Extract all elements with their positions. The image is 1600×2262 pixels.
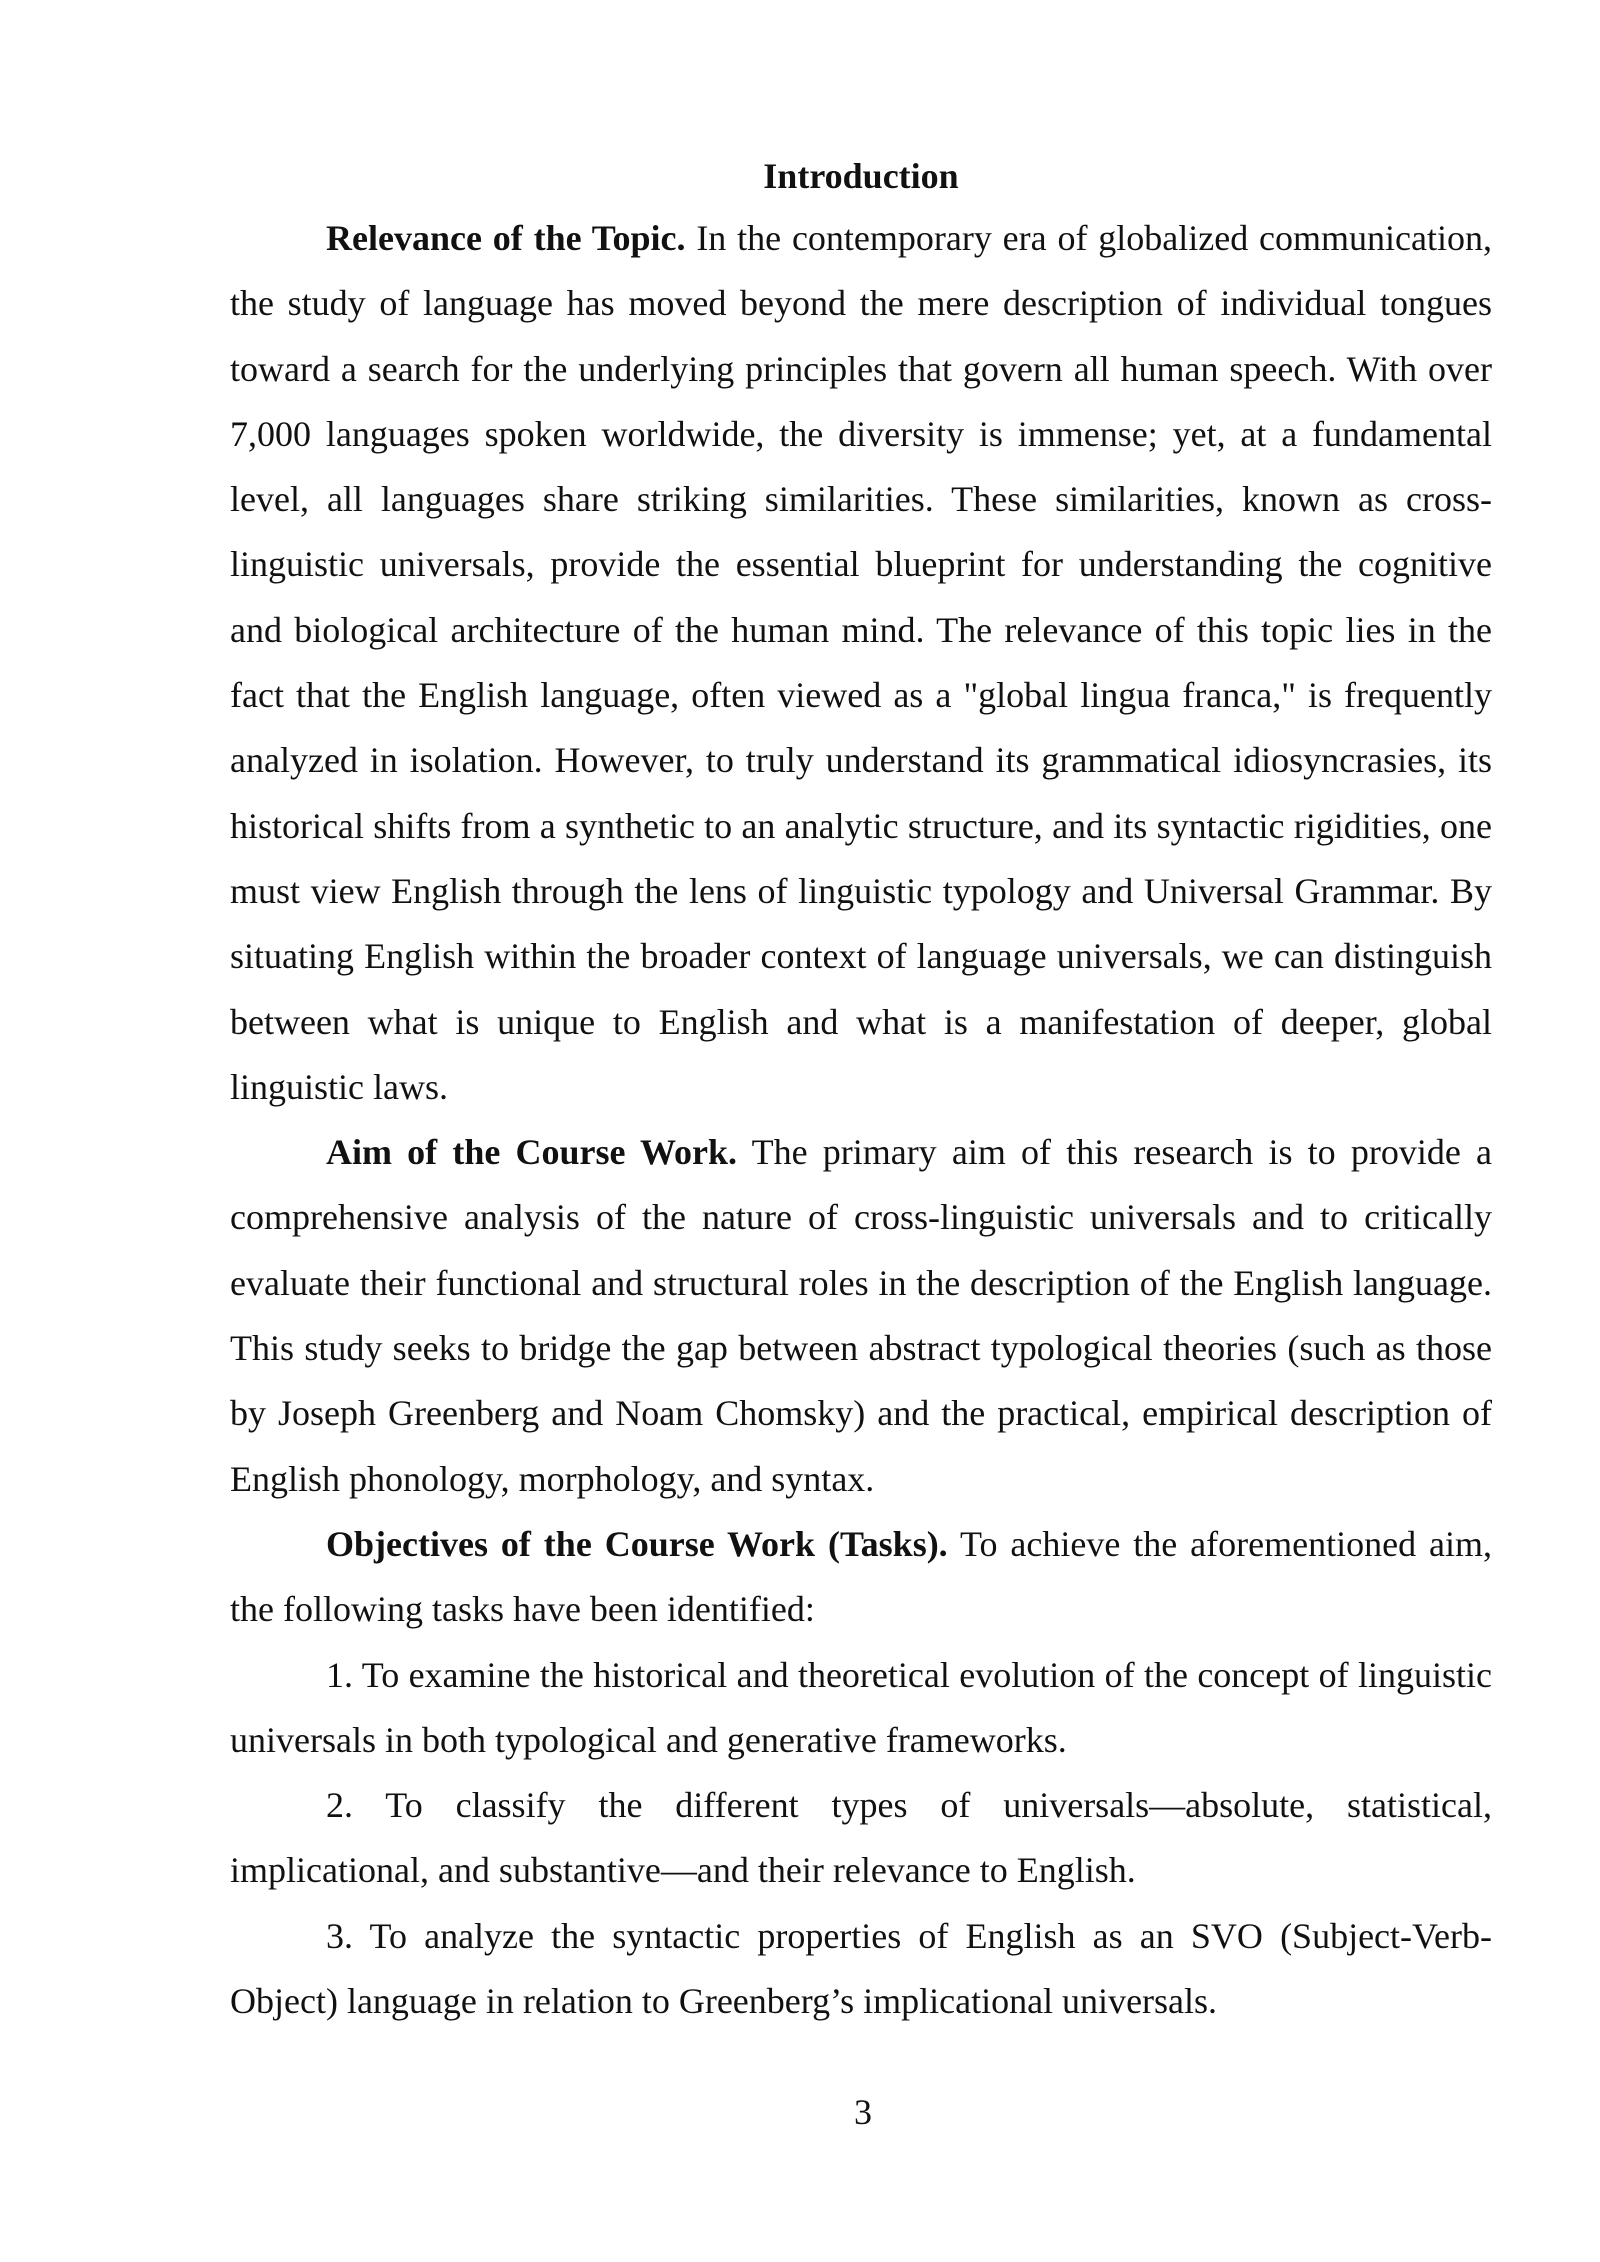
aim-text: The primary aim of this research is to provide a comprehensive analysis of the nature of cross-linguistic universals and to critically evaluate their functional and structural roles in the description of the English language. This study seeks to bridge the gap between abstract typological theories (such as those by Joseph Greenberg and Noam Chomsky) and the practical, empirical description of English phonology, morphology, and syntax.	[230, 1132, 1492, 1499]
objectives-heading: Objectives of the Course Work (Tasks).	[326, 1523, 948, 1564]
section-title: Introduction	[763, 156, 959, 196]
aim-paragraph	[230, 1120, 1492, 1512]
relevance-text: In the contemporary era of globalized communication, the study of language has moved beyond the mere description of individual tongues toward a search for the underlying principles that govern all human speech. With over 7,000 languages spoken worldwide, the diversity is immense; yet, at a fundamental level, all languages share striking similarities. These similarities, known as cross-linguistic universals, provide the essential blueprint for understanding the cognitive and biological architecture of the human mind. The relevance of this topic lies in the fact that the English language, often viewed as a "global lingua franca," is frequently analyzed in isolation. However, to truly understand its grammatical idiosyncrasies, its historical shifts from a synthetic to an analytic structure, and its syntactic rigidities, one must view English through the lens of linguistic typology and Universal Grammar. By situating English within the broader context of language universals, we can distinguish between what is unique to English and what is a manifestation of deeper, global linguistic laws.	[230, 218, 1492, 1107]
page-number: 3	[854, 2092, 872, 2132]
task-item-3: 3. To analyze the syntactic properties of English as an SVO (Subject-Verb-Object) language in relation to Greenberg’s implicational universals.	[230, 1915, 1492, 2022]
objectives-paragraph	[230, 1512, 1492, 1643]
relevance-heading: Relevance of the Topic.	[326, 218, 686, 258]
relevance-paragraph	[230, 206, 1492, 1120]
objectives-text: To achieve the aforementioned aim, the following tasks have been identified:	[230, 1523, 1492, 1630]
page-body	[230, 150, 1492, 2034]
aim-heading: Aim of the Course Work.	[326, 1132, 738, 1173]
task-item-2: 2. To classify the different types of universals—absolute, statistical, implicational, and substantive—and their relevance to English.	[230, 1785, 1492, 1891]
task-item-1: 1. To examine the historical and theoretical evolution of the concept of linguistic universals in both typological and generative frameworks.	[230, 1654, 1492, 1760]
